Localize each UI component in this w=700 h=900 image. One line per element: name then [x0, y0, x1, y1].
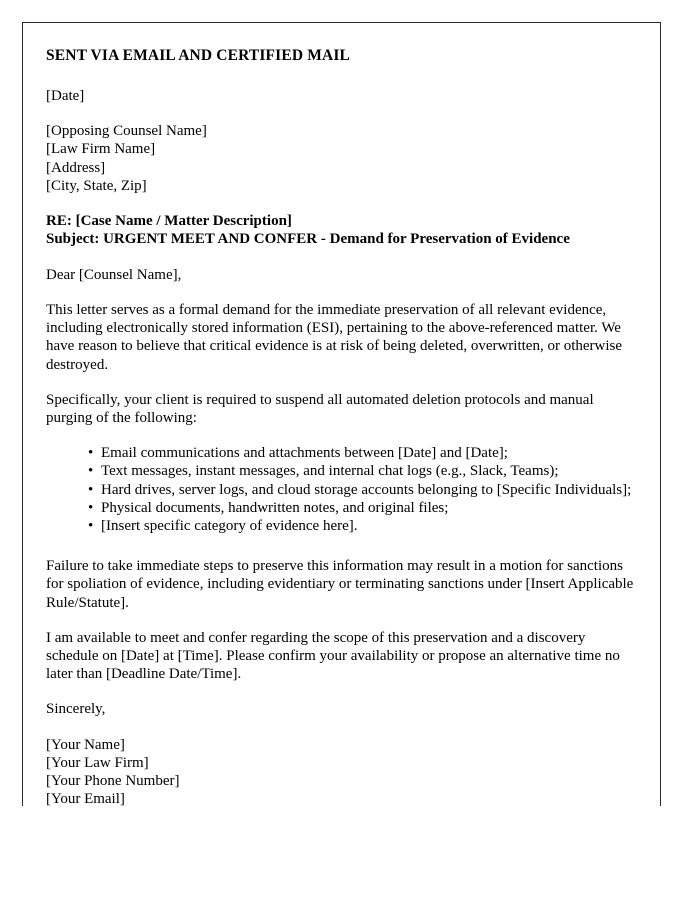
signature-line-name: [Your Name] [46, 736, 125, 753]
paragraph-list-lead-in: Specifically, your client is required to suspend all automated deletion protocols and manual purging of the following: [46, 391, 594, 427]
salutation: Dear [Counsel Name], [46, 266, 182, 283]
document-page [22, 22, 661, 806]
subject-block [46, 212, 634, 249]
list-item: • Text messages, instant messages, and internal chat logs (e.g., Slack, Teams); [88, 462, 634, 480]
signature-line-email: [Your Email] [46, 791, 125, 806]
signature-line-phone: [Your Phone Number] [46, 773, 180, 790]
list-item: • Physical documents, handwritten notes, and original files; [88, 499, 634, 517]
recipient-line-counsel-name: [Opposing Counsel Name] [46, 123, 207, 140]
recipient-line-city-state-zip: [City, State, Zip] [46, 177, 147, 194]
signature-line-firm: [Your Law Firm] [46, 754, 149, 771]
closing-salutation: Sincerely, [46, 701, 106, 718]
recipient-line-firm-name: [Law Firm Name] [46, 141, 156, 158]
re-line: RE: [Case Name / Matter Description] [46, 213, 292, 230]
signature-block [46, 736, 634, 806]
delivery-method-heading: SENT VIA EMAIL AND CERTIFIED MAIL [46, 47, 350, 64]
recipient-address-block [46, 122, 634, 195]
list-item: • Hard drives, server logs, and cloud storage accounts belonging to [Specific Individuals]; [88, 481, 634, 499]
paragraph-sanctions: Failure to take immediate steps to preserve this information may result in a motion for sanctions for spoliation of evidence, including evidentiary or terminating sanctions under [Insert Applicable Rule/Statute]. [46, 558, 634, 611]
list-item: • [Insert specific category of evidence here]. [88, 517, 634, 535]
list-item: • Email communications and attachments between [Date] and [Date]; [88, 444, 634, 462]
paragraph-availability: I am available to meet and confer regarding the scope of this preservation and a discovery schedule on [Date] at [Time]. Please confirm your availability or propose an alternative time no later than [Deadline Date/Time]. [46, 629, 620, 683]
subject-line: Subject: URGENT MEET AND CONFER - Demand for Preservation of Evidence [46, 231, 570, 248]
evidence-preservation-list [46, 444, 634, 535]
recipient-line-address: [Address] [46, 159, 106, 176]
letter-body [23, 23, 660, 806]
date-placeholder: [Date] [46, 88, 85, 104]
paragraph-intro: This letter serves as a formal demand for the immediate preservation of all relevant evidence, including electronically stored information (ESI), pertaining to the above-referenced matter. We have reason to believe that critical evidence is at risk of being deleted, overwritten, or otherwise destroyed. [46, 302, 623, 373]
